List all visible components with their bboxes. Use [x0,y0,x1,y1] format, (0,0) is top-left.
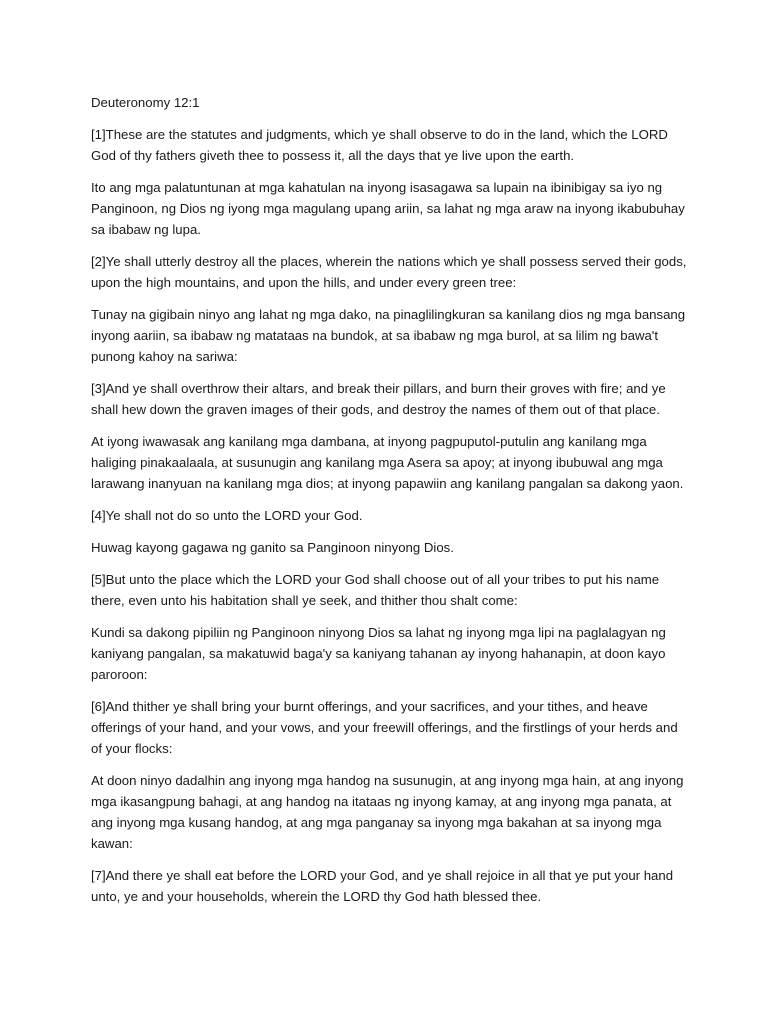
paragraph-verse-5-tl: Kundi sa dakong pipiliin ng Panginoon ninyong Dios sa lahat ng inyong mga lipi na paglalagyan ng kaniyang pangalan, sa makatuwid baga'y sa kaniyang tahanan ay inyong hahanapin, at doon kayo paroroon: [91,625,666,682]
paragraph-verse-6-en: [6]And thither ye shall bring your burnt offerings, and your sacrifices, and your tithes, and heave offerings of your hand, and your vows, and your freewill offerings, and the firstlings of your herds and of your flocks: [91,699,678,756]
paragraph-verse-6-tl: At doon ninyo dadalhin ang inyong mga handog na susunugin, at ang inyong mga hain, at ang inyong mga ikasangpung bahagi, at ang handog na itataas ng inyong kamay, at ang inyong mga panata, at ang inyong mga kusang handog, at ang mga panganay sa inyong mga bakahan at sa inyong mga kawan: [91,773,684,851]
paragraph-verse-5-en: [5]But unto the place which the LORD your God shall choose out of all your tribes to put his name there, even unto his habitation shall ye seek, and thither thou shalt come: [91,572,660,608]
paragraph-verse-3-en: [3]And ye shall overthrow their altars, and break their pillars, and burn their groves with fire; and ye shall hew down the graven images of their gods, and destroy the names of them out of that place. [91,381,666,417]
paragraph-verse-7-en: [7]And there ye shall eat before the LORD your God, and ye shall rejoice in all that ye put your hand unto, ye and your households, wherein the LORD thy God hath blessed thee. [91,868,674,904]
paragraph-verse-4-tl: Huwag kayong gagawa ng ganito sa Panginoon ninyong Dios. [91,540,454,555]
paragraph-verse-2-en: [2]Ye shall utterly destroy all the places, wherein the nations which ye shall possess served their gods, upon the high mountains, and upon the hills, and under every green tree: [91,254,687,290]
paragraph-verse-1-en: [1]These are the statutes and judgments, which ye shall observe to do in the land, which the LORD God of thy fathers giveth thee to possess it, all the days that ye live upon the earth. [91,127,668,163]
paragraph-verse-3-tl: At iyong iwawasak ang kanilang mga dambana, at inyong pagpuputol-putulin ang kanilang mga haliging pinakaalaala, at susunugin ang kanilang mga Asera sa apoy; at inyong ibubuwal ang mga larawang inanyuan na kanilang mga dios; at inyong papawiin ang kanilang pangalan sa dakong yaon. [91,434,684,491]
document-page [91,92,691,918]
document-title: Deuteronomy 12:1 [91,95,200,110]
paragraph-verse-2-tl: Tunay na gigibain ninyo ang lahat ng mga dako, na pinaglilingkuran sa kanilang dios ng mga bansang inyong aariin, sa ibabaw ng matataas na bundok, at sa ibabaw ng mga burol, at sa lilim ng bawa't punong kahoy na sariwa: [91,307,686,364]
paragraph-verse-4-en: [4]Ye shall not do so unto the LORD your God. [91,508,363,523]
paragraph-verse-1-tl: Ito ang mga palatuntunan at mga kahatulan na inyong isasagawa sa lupain na ibinibigay sa iyo ng Panginoon, ng Dios ng iyong mga magulang upang ariin, sa lahat ng mga araw na inyong ikabubuhay sa ibabaw ng lupa. [91,180,685,237]
